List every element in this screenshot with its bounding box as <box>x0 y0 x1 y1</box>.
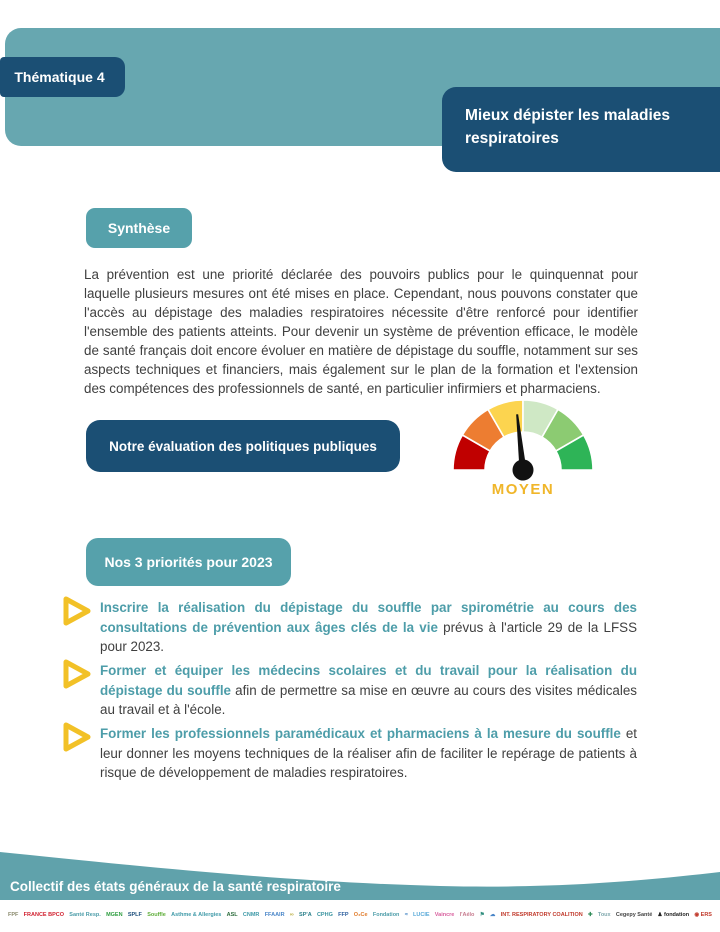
partner-logo: ◉ ERS <box>694 912 712 919</box>
partner-logo: CNMR <box>242 912 260 919</box>
priority-rest: et leur donner les moyens techniques de la réaliser afin de faciliter le repérage de patients à risque de développement de maladies respiratoires. <box>100 726 637 780</box>
partner-logo: Souffle <box>147 912 166 919</box>
partner-logo: ☁ <box>489 912 496 919</box>
partner-logo: ⚑ <box>479 912 485 919</box>
arrow-triangle-icon <box>62 722 92 752</box>
partner-logo: LUCIE <box>413 912 430 919</box>
partner-logo: CPHG <box>316 912 333 919</box>
partner-logo: Santé Resp. <box>69 912 101 919</box>
priority-item-3 <box>62 724 638 783</box>
thematique-label: Thématique 4 <box>14 69 105 85</box>
partner-logo: FFAAIR <box>264 912 285 919</box>
priority-highlight: Inscrire la réalisation du dépistage du souffle par spirométrie au cours des consultations de prévention aux âges clés de la vie <box>100 600 637 635</box>
gauge-hub-icon <box>511 458 534 481</box>
partner-logo: Fondation <box>372 912 400 919</box>
arrow-triangle-icon <box>62 596 92 626</box>
evaluation-button <box>86 420 400 472</box>
priority-item-1 <box>62 598 638 657</box>
partner-logo-strip <box>0 900 720 932</box>
evaluation-button-label: Notre évaluation des politiques publiques <box>109 438 377 454</box>
priorities-badge-label: Nos 3 priorités pour 2023 <box>104 554 273 570</box>
partner-logo: FRANCE BPCO <box>23 912 65 919</box>
synthese-badge-label: Synthèse <box>107 220 171 236</box>
priority-rest: prévus à l'article 29 de la LFSS pour 2023. <box>100 619 637 654</box>
partner-logo: Asthme & Allergies <box>171 912 222 919</box>
partner-logo: ✚ <box>587 912 593 919</box>
partner-logo: ≈ <box>404 912 408 919</box>
partner-logo: ASL <box>226 912 238 919</box>
partner-logo: ∞ <box>289 912 294 919</box>
priority-highlight: Former les professionnels paramédicaux et pharmaciens à la mesure du souffle <box>100 726 621 741</box>
partner-logo: Toux <box>597 912 611 919</box>
priority-highlight: Former et équiper les médecins scolaires et du travail pour la réalisation du dépistage du souffle <box>100 663 637 698</box>
partner-logo: SPLF <box>127 912 142 919</box>
partner-logo: l'Aélo <box>459 912 475 919</box>
partner-logo: INT. RESPIRATORY COALITION <box>500 912 583 919</box>
priority-rest: afin de permettre sa mise en œuvre au cours des visites médicales au travail et à l'école. <box>100 682 637 717</box>
priority-item-2 <box>62 661 638 720</box>
priorities-badge <box>86 538 291 586</box>
thematique-badge <box>0 57 125 97</box>
synthese-badge <box>86 208 192 248</box>
partner-logo: MGEN <box>106 912 123 919</box>
page-title: Mieux dépister les maladies respiratoires <box>465 107 671 147</box>
priority-text <box>100 724 637 783</box>
rating-gauge <box>443 396 603 484</box>
partner-logo: FFP <box>338 912 349 919</box>
gauge-value-label: MOYEN <box>491 481 555 498</box>
priority-text <box>100 598 637 657</box>
partner-logo: FPF <box>8 912 19 919</box>
partner-logo: O₂Ce <box>353 912 368 919</box>
partner-logo: Cegepy Santé <box>615 912 653 919</box>
partner-logo: SP'A <box>299 912 312 919</box>
synthese-paragraph: La prévention est une priorité déclarée des pouvoirs publics pour le quinquennat pour laquelle plusieurs mesures ont été mises en place. Cependant, nous pouvons constater que l'accès au dépistage des maladies respiratoires nécessite d'être renforcé pour identifier l'ensemble des patients atteints. Pour devenir un système de prévention efficace, le modèle de santé français doit encore évoluer en matière de dépistage du souffle, notamment sur ses aspects techniques et financiers, mais également sur le plan de la formation et l'extension des compétences des professionnels de santé, en particulier infirmiers et pharmaciens. <box>84 267 638 397</box>
arrow-triangle-icon <box>62 659 92 689</box>
partner-logo: ♟ fondation <box>657 912 690 919</box>
priority-text <box>100 661 637 720</box>
footer-collective-label: Collectif des états généraux de la santé respiratoire <box>10 879 341 894</box>
page-title-box <box>442 87 720 172</box>
partner-logo: Vaincre <box>434 912 455 919</box>
